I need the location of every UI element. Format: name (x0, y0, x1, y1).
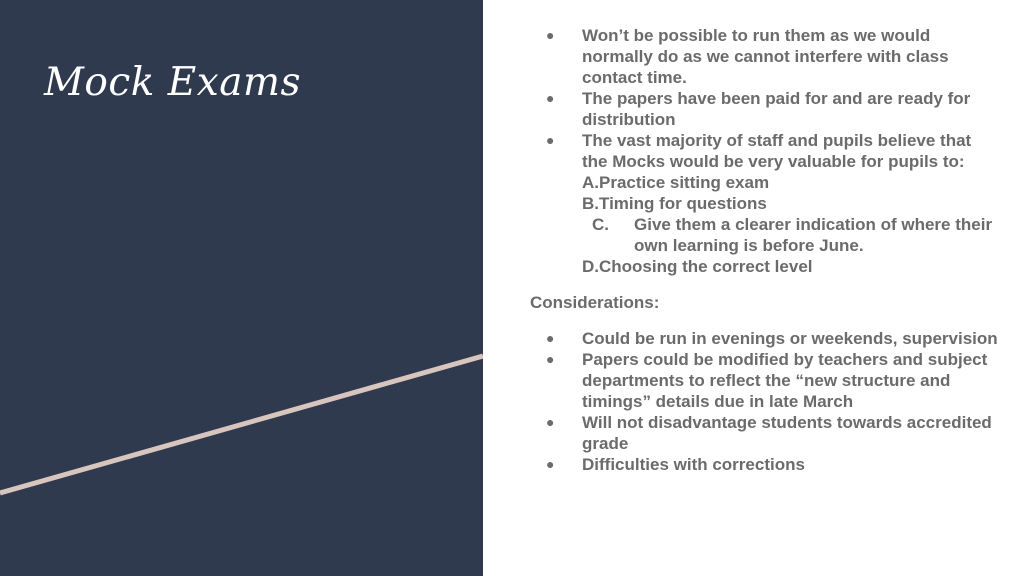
list-item-text: The vast majority of staff and pupils believe that the Mocks would be very valuable for pupils to: (582, 131, 972, 171)
sub-list (582, 172, 1000, 277)
list-item-text: Will not disadvantage students towards accredited grade (582, 413, 992, 453)
list-item (530, 328, 1000, 349)
bullet-icon: ● (546, 132, 555, 148)
sub-list-item-text: Give them a clearer indication of where their own learning is before June. (634, 215, 993, 255)
list-item (530, 349, 1000, 412)
list-item-text: Won’t be possible to run them as we would normally do as we cannot interfere with class contact time. (582, 26, 949, 87)
content-area (530, 25, 1000, 475)
list-item (530, 454, 1000, 475)
bullet-icon: ● (546, 90, 555, 106)
sub-list-item-text: B.Timing for questions (582, 194, 767, 213)
main-points-list (530, 25, 1000, 277)
sub-list-item-text: A.Practice sitting exam (582, 173, 770, 192)
slide-title: Mock Exams (44, 60, 301, 105)
sub-list-item (582, 172, 1000, 193)
bullet-icon: ● (546, 351, 555, 367)
bullet-icon: ● (546, 330, 555, 346)
list-item (530, 88, 1000, 130)
list-item-text: The papers have been paid for and are ready for distribution (582, 89, 971, 129)
considerations-list (530, 328, 1000, 475)
sub-list-item (582, 193, 1000, 214)
list-item-text: Papers could be modified by teachers and subject departments to reflect the “new structure and timings” details due in late March (582, 350, 988, 411)
considerations-heading: Considerations: (530, 293, 660, 312)
list-item (530, 25, 1000, 88)
sub-list-item (582, 256, 1000, 277)
bullet-icon: ● (546, 456, 555, 472)
list-item (530, 412, 1000, 454)
bullet-icon: ● (546, 27, 555, 43)
list-item-text: Could be run in evenings or weekends, supervision (582, 329, 998, 348)
sub-list-item (582, 214, 1000, 256)
sub-list-item-text: D.Choosing the correct level (582, 257, 813, 276)
sub-list-marker: C. (592, 215, 609, 234)
list-item-text: Difficulties with corrections (582, 455, 805, 474)
list-item (530, 130, 1000, 277)
bullet-icon: ● (546, 414, 555, 430)
